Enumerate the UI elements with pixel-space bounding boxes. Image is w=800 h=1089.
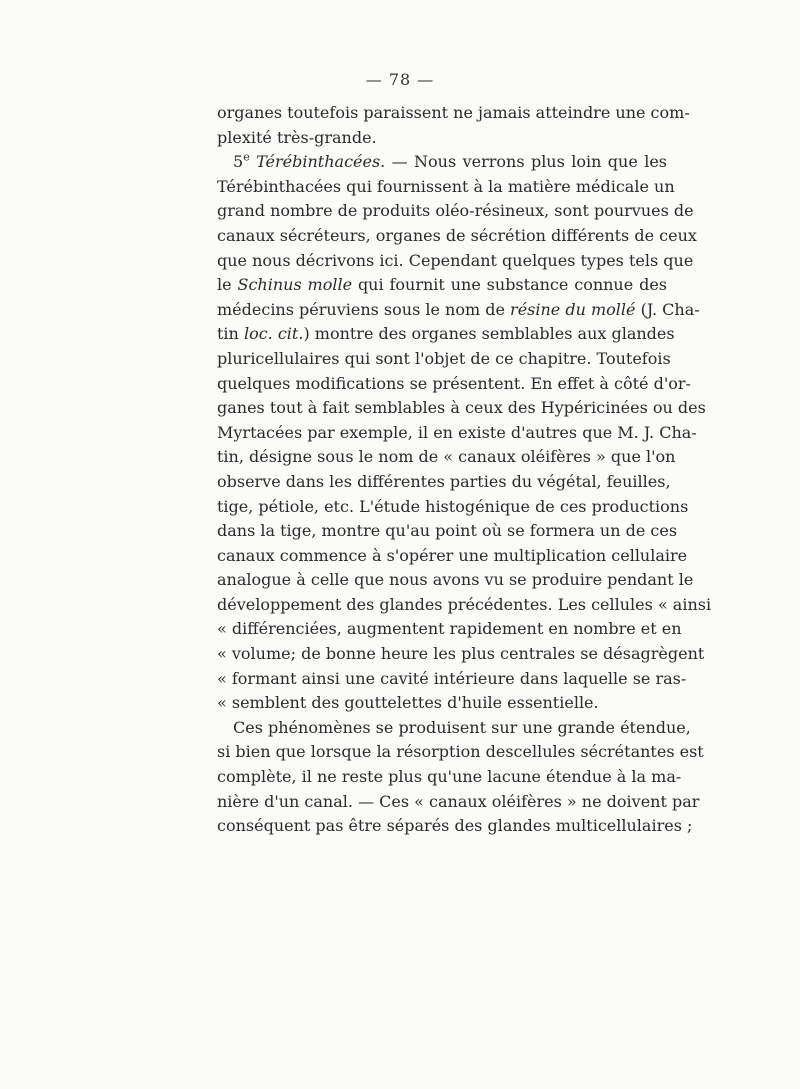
- text-line: quelques modifications se présentent. En effet à côté d'or-: [217, 373, 691, 393]
- text-line: tin, désigne sous le nom de « canaux oléifères » que l'on: [217, 447, 676, 467]
- text-line: canaux sécréteurs, organes de sécrétion différents de ceux: [217, 225, 697, 245]
- text-line: [217, 298, 700, 323]
- text-line: complète, il ne reste plus qu'une lacune étendue à la ma-: [217, 767, 682, 787]
- text-line: développement des glandes précédentes. Les cellules « ainsi: [217, 594, 712, 614]
- section-heading-line: [217, 150, 667, 175]
- text-line: nière d'un canal. — Ces « canaux oléifères » ne doivent par: [217, 791, 700, 811]
- text-line: analogue à celle que nous avons vu se produire pendant le: [217, 570, 694, 590]
- body-text: [217, 101, 712, 839]
- text-line: que nous décrivons ici. Cependant quelques types tels que: [217, 250, 694, 270]
- text-fragment: tin: [217, 324, 239, 344]
- quoted-line: « différenciées, augmentent rapidement en nombre et en: [217, 619, 682, 639]
- text-line: plexité très-grande.: [217, 127, 377, 147]
- text-line: conséquent pas être séparés des glandes multicellulaires ;: [217, 816, 693, 836]
- text-line: pluricellulaires qui sont l'objet de ce chapitre. Toutefois: [217, 348, 671, 368]
- text-line: si bien que lorsque la résorption descellules sécrétantes est: [217, 742, 704, 762]
- quoted-line: « semblent des gouttelettes d'huile essentielle.: [217, 693, 599, 713]
- text-line: organes toutefois paraissent ne jamais atteindre une com-: [217, 103, 690, 122]
- text-line: dans la tige, montre qu'au point où se formera un de ces: [217, 521, 678, 541]
- text-fragment: médecins péruviens sous le nom de: [217, 299, 505, 319]
- text-line: Térébinthacées qui fournissent à la matière médicale un: [217, 176, 675, 196]
- citation: loc. cit.: [243, 324, 304, 344]
- section-number-superscript: e: [243, 150, 250, 164]
- text-line: [217, 273, 667, 298]
- text-line: Myrtacées par exemple, il en existe d'autres que M. J. Cha-: [217, 422, 697, 442]
- quoted-line: « volume; de bonne heure les plus centrales se désagrègent: [217, 644, 705, 664]
- text-fragment: ) montre des organes semblables aux glandes: [303, 324, 675, 344]
- text-fragment: le: [217, 275, 232, 295]
- quoted-line: « formant ainsi une cavité intérieure dans laquelle se ras-: [217, 668, 687, 688]
- text-fragment: (J. Cha-: [640, 299, 700, 319]
- text-fragment: qui fournit une substance connue des: [357, 275, 668, 295]
- page-number: — 78 —: [365, 70, 435, 89]
- text-line: Ces phénomènes se produisent sur une grande étendue,: [233, 717, 691, 737]
- species-name: Schinus molle: [237, 275, 353, 295]
- text-line: ganes tout à fait semblables à ceux des Hypéricinées ou des: [217, 398, 706, 418]
- text-line: [217, 322, 675, 347]
- section-title: Térébinthacées: [256, 152, 381, 172]
- section-number: 5: [233, 152, 244, 172]
- text-line: canaux commence à s'opérer une multiplication cellulaire: [217, 545, 688, 565]
- text-line: grand nombre de produits oléo-résineux, sont pourvues de: [217, 201, 694, 221]
- text-line: tige, pétiole, etc. L'étude histogénique de ces productions: [217, 496, 689, 516]
- resin-name: résine du mollé: [510, 299, 636, 319]
- text-fragment: . — Nous verrons plus loin que les: [380, 152, 667, 172]
- text-line: observe dans les différentes parties du végétal, feuilles,: [217, 471, 671, 491]
